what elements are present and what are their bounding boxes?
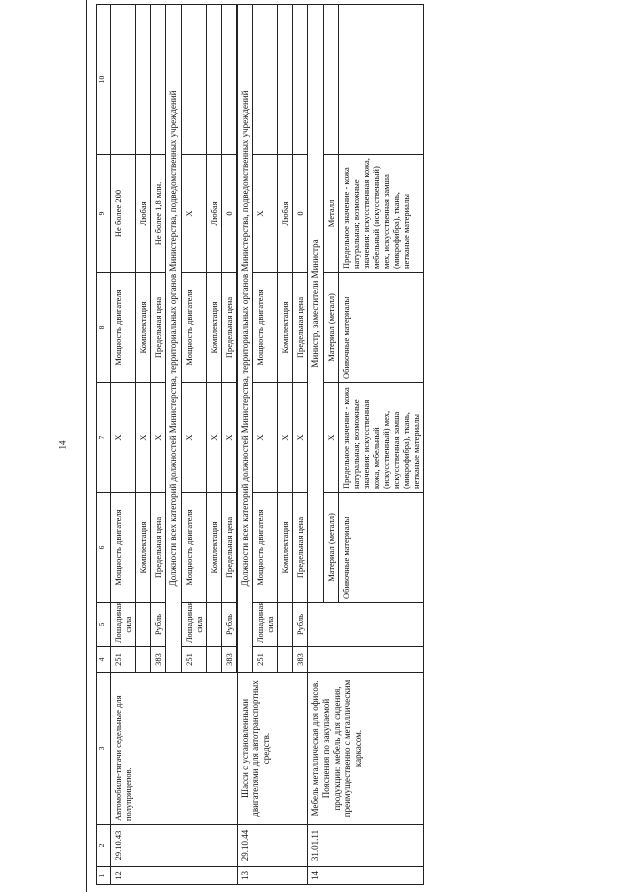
empty-cell <box>111 5 136 155</box>
characteristic: Комплектация <box>136 273 151 383</box>
characteristic: Предельная цена <box>221 273 236 383</box>
value-cell: X <box>293 383 308 493</box>
value-cell: X <box>253 383 278 493</box>
unit-name: Рубль <box>221 603 236 647</box>
characteristic: Комплектация <box>136 493 151 603</box>
characteristic: Мощность двигателя <box>253 493 278 603</box>
okpd-code: 29.10.43 <box>111 825 238 867</box>
value-cell: Металл <box>324 155 339 273</box>
characteristic: Мощность двигателя <box>111 273 136 383</box>
section-title: Должности всех категорий должностей Министерства, территориальных органов Министерства, подведомственных учреждений <box>166 5 182 673</box>
unit-name <box>136 603 151 647</box>
value-cell: Предельное значение - кожа натуральная; возможные значения: искусственная кожа, мебельный (искусственный) мех, искусственная замша (микрофибра), ткань, нетканые материалы <box>339 383 424 493</box>
row-number: 14 <box>308 867 424 885</box>
characteristic: Мощность двигателя <box>111 493 136 603</box>
characteristic: Предельная цена <box>221 493 236 603</box>
characteristic: Материал (металл) <box>324 493 339 603</box>
unit-name <box>206 603 221 647</box>
value-cell: Не более 1,8 млн. <box>151 155 166 273</box>
unit-code <box>206 647 221 673</box>
unit-code: 251 <box>181 647 206 673</box>
value-cell: X <box>278 383 293 493</box>
empty-cell <box>253 5 278 155</box>
value-cell: Не более 200 <box>111 155 136 273</box>
row-number: 12 <box>111 867 238 885</box>
col-number: 3 <box>97 673 111 825</box>
page-number: 14 <box>57 440 68 450</box>
value-cell: 0 <box>221 155 236 273</box>
section-row <box>308 5 324 885</box>
empty-cell <box>308 647 424 673</box>
section-row <box>237 5 253 885</box>
unit-code: 383 <box>293 647 308 673</box>
table-row <box>111 5 136 885</box>
col-number: 10 <box>97 5 111 155</box>
characteristic: Комплектация <box>206 273 221 383</box>
item-name: Шасси с установленными двигателями для автотранспортных средств. <box>237 673 308 825</box>
characteristic: Предельная цена <box>293 273 308 383</box>
characteristic: Мощность двигателя <box>253 273 278 383</box>
item-name: Мебель металлическая для офисов. Пояснения по закупаемой продукции: мебель для сидения, преимущественно с металлическим каркасом. <box>308 673 424 825</box>
value-cell: X <box>111 383 136 493</box>
empty-cell <box>324 5 339 155</box>
characteristic: Мощность двигателя <box>181 493 206 603</box>
value-cell: 0 <box>293 155 308 273</box>
value-cell: Любая <box>278 155 293 273</box>
characteristic: Комплектация <box>278 493 293 603</box>
empty-cell <box>293 5 308 155</box>
unit-name: Лошадиная сила <box>253 603 278 647</box>
unit-name: Рубль <box>151 603 166 647</box>
characteristic: Материал (металл) <box>324 273 339 383</box>
value-cell: X <box>324 383 339 493</box>
value-cell: X <box>181 155 206 273</box>
value-cell: X <box>151 383 166 493</box>
characteristic: Мощность двигателя <box>181 273 206 383</box>
characteristic: Обивочные материалы <box>339 493 424 603</box>
unit-name <box>278 603 293 647</box>
item-name: Автомобили-тягачи седельные для полуприцепов. <box>111 673 238 825</box>
rotated-page <box>96 5 626 885</box>
value-cell: Любая <box>136 155 151 273</box>
unit-code <box>278 647 293 673</box>
characteristic: Предельная цена <box>151 493 166 603</box>
empty-cell <box>136 5 151 155</box>
value-cell: X <box>206 383 221 493</box>
empty-cell <box>206 5 221 155</box>
col-number: 5 <box>97 603 111 647</box>
empty-cell <box>151 5 166 155</box>
empty-cell <box>181 5 206 155</box>
value-cell: X <box>253 155 278 273</box>
okpd-code: 29.10.44 <box>237 825 308 867</box>
empty-cell <box>278 5 293 155</box>
value-cell: X <box>181 383 206 493</box>
header-number-row <box>97 5 111 885</box>
catalog-table <box>96 4 424 885</box>
col-number: 1 <box>97 867 111 885</box>
characteristic: Предельная цена <box>151 273 166 383</box>
unit-name: Лошадиная сила <box>111 603 136 647</box>
value-cell: Любая <box>206 155 221 273</box>
unit-code: 383 <box>151 647 166 673</box>
characteristic: Комплектация <box>206 493 221 603</box>
col-number: 7 <box>97 383 111 493</box>
empty-cell <box>308 603 424 647</box>
col-number: 9 <box>97 155 111 273</box>
col-number: 8 <box>97 273 111 383</box>
unit-name: Рубль <box>293 603 308 647</box>
unit-name: Лошадиная сила <box>181 603 206 647</box>
col-number: 2 <box>97 825 111 867</box>
okpd-code: 31.01.11 <box>308 825 424 867</box>
col-number: 4 <box>97 647 111 673</box>
binding-line <box>86 0 87 892</box>
section-title: Должности всех категорий должностей Министерства, территориальных органов Министерства, подведомственных учреждений <box>237 5 253 673</box>
row-number: 13 <box>237 867 308 885</box>
value-cell: X <box>221 383 236 493</box>
section-title: Министр, заместители Министра <box>308 5 324 603</box>
characteristic: Обивочные материалы <box>339 273 424 383</box>
empty-cell <box>221 5 236 155</box>
value-cell: Предельное значение - кожа натуральная; возможные значения: искусственная кожа, мебельный (искусственный) мех, искусственная замша (микрофибра), ткань, нетканые материалы <box>339 155 424 273</box>
empty-cell <box>339 5 424 155</box>
unit-code <box>136 647 151 673</box>
unit-code: 383 <box>221 647 236 673</box>
value-cell: X <box>136 383 151 493</box>
characteristic: Предельная цена <box>293 493 308 603</box>
unit-code: 251 <box>253 647 278 673</box>
characteristic: Комплектация <box>278 273 293 383</box>
unit-code: 251 <box>111 647 136 673</box>
col-number: 6 <box>97 493 111 603</box>
